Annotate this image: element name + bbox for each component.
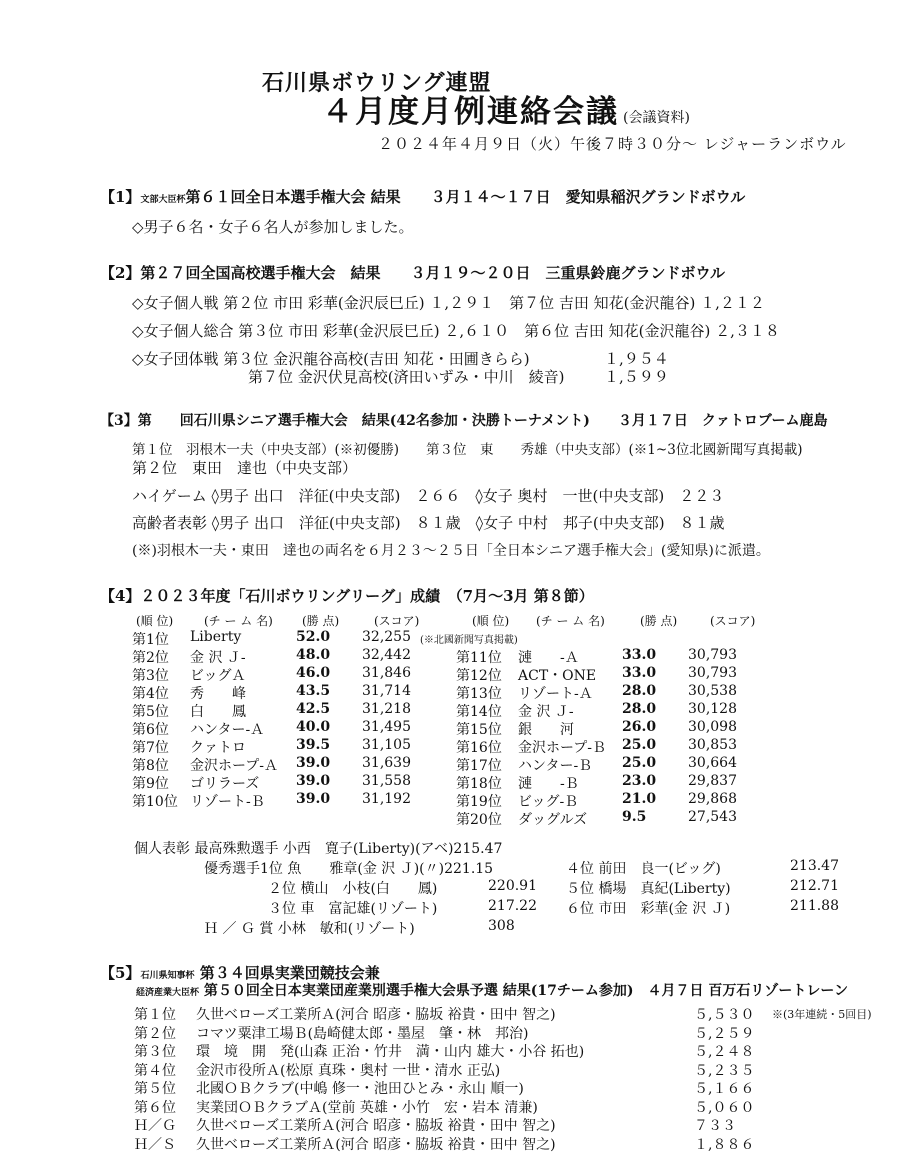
league-rank: 第20位: [456, 812, 502, 828]
league-points: 48.0: [296, 647, 331, 663]
league-team: ACT・ONE: [518, 668, 597, 684]
league-team: 金沢ホープ-Ａ: [190, 758, 279, 774]
league-points: 39.0: [296, 791, 331, 807]
result-rank: Ｈ／Ｓ: [134, 1136, 176, 1153]
league-rank: 第11位: [456, 650, 502, 666]
result-score: ７３３: [694, 1118, 736, 1134]
title-note: (会議資料): [623, 110, 690, 126]
league-team: クァトロ: [190, 740, 246, 756]
s3-line-2: 第２位 東田 達也（中央支部）: [132, 459, 358, 477]
s3-line-1: 第１位 羽根木一夫（中央支部）(※初優勝) 第３位 東 秀雄（中央支部）(※1~3位北國新聞写真掲載): [132, 442, 803, 458]
award-row-2-left-value: 220.91: [488, 878, 537, 894]
league-score: 31,218: [362, 701, 411, 717]
league-rank: 第17位: [456, 758, 502, 774]
result-team: 実業団ＯＢクラブＡ(堂前 英雄・小竹 宏・岩本 清兼): [196, 1099, 538, 1116]
league-points: 42.5: [296, 701, 331, 717]
league-team: 銀 河: [518, 722, 574, 738]
section-5-heading-2: [136, 980, 848, 1000]
league-score: 29,868: [688, 791, 737, 807]
league-rank: 第13位: [456, 686, 502, 702]
mvp-line: 個人表彰 最高殊勲選手 小西 寛子(Liberty)(アベ)215.47: [134, 841, 503, 857]
award-row-3-right: ６位 市田 彩華(金 沢 Ｊ): [566, 901, 731, 917]
league-points: 46.0: [296, 665, 331, 681]
league-points: 28.0: [622, 701, 657, 717]
s5-title-1: 第３４回県実業団競技会兼: [199, 964, 380, 982]
league-score: 31,558: [362, 773, 411, 789]
result-note: ※(3年連続・5回目): [772, 1008, 872, 1021]
section-3-heading: 【3】第 回石川県シニア選手権大会 結果(42名参加・決勝トーナメント) ３月１７日 クァトロブーム鹿島: [100, 413, 828, 429]
league-score: 30,793: [688, 665, 737, 681]
left-team-header: (チ ー ム 名): [204, 614, 273, 628]
league-points: 25.0: [622, 737, 657, 753]
result-rank: 第１位: [134, 1007, 176, 1023]
s5-title-2: 第５０回全日本実業団産業別選手権大会県予選 結果(17チーム参加) ４月７日 百万石リゾートレーン: [203, 983, 849, 999]
section-2-heading: 【2】第２７回全国高校選手権大会 結果 ３月１９～２０日 三重県鈴鹿グランドボウル: [100, 264, 725, 282]
hg-award-line: Ｈ ／ Ｇ 賞 小林 敏和(リゾート): [204, 921, 415, 937]
league-team: 金 沢 Ｊ-: [190, 650, 246, 666]
league-team: ゴリラーズ: [190, 776, 260, 792]
s2-result-2: ◇女子個人総合 第３位 市田 彩華(金沢辰巳丘) ２,６１０ 第６位 吉田 知花(金沢龍谷) ２,３１８: [132, 322, 780, 340]
award-row-1-right: ４位 前田 良一(ビッグ): [566, 861, 721, 877]
league-rank: 第16位: [456, 740, 502, 756]
s1-line: ◇男子６名・女子６名人が参加しました。: [132, 218, 414, 236]
league-points: 40.0: [296, 719, 331, 735]
league-points: 26.0: [622, 719, 657, 735]
s5-cup-2: 経済産業大臣杯: [136, 988, 200, 998]
league-score: 31,192: [362, 791, 411, 807]
meeting-date: ２０２４年４月９日（火）午後７時３０分～ レジャーランボウル: [378, 135, 847, 153]
result-score: ５,２５９: [694, 1025, 755, 1042]
hg-award-value: 308: [488, 918, 515, 934]
section-1-heading: [100, 186, 745, 207]
league-team: 漣 -Ｂ: [518, 776, 579, 792]
league-points: 25.0: [622, 755, 657, 771]
league-score: 27,543: [688, 809, 737, 825]
league-rank: 第9位: [132, 776, 169, 792]
result-score: ５,０６０: [694, 1099, 755, 1116]
league-points: 33.0: [622, 647, 657, 663]
result-team: コマツ粟津工場Ｂ(島崎健太郎・墨屋 肇・林 邦治): [196, 1025, 529, 1042]
result-score: ５,５３０: [694, 1007, 755, 1023]
left-rank-header: (順 位): [136, 614, 174, 628]
result-rank: 第３位: [134, 1044, 176, 1060]
result-score: ５,２３５: [694, 1062, 755, 1079]
s2-result-1: ◇女子個人戦 第２位 市田 彩華(金沢辰巳丘) １,２９１ 第７位 吉田 知花(金沢龍谷) １,２１２: [132, 294, 765, 312]
s2-score-3a: １,９５４: [604, 350, 669, 368]
right-score-header: (スコア): [710, 614, 756, 628]
title-text: ４月度月例連絡会議: [322, 94, 619, 130]
league-points: 39.0: [296, 755, 331, 771]
league-score: 30,128: [688, 701, 737, 717]
league-team: 白 鳳: [190, 704, 246, 720]
league-note: (※北國新聞写真掲載): [420, 635, 518, 646]
league-points: 39.5: [296, 737, 331, 753]
result-rank: 第５位: [134, 1081, 176, 1097]
result-team: 金沢市役所Ａ(松原 真珠・奥村 一世・清水 正弘): [196, 1062, 501, 1079]
league-rank: 第6位: [132, 722, 169, 738]
right-team-header: (チ ー ム 名): [536, 614, 605, 628]
league-team: ハンター-Ｂ: [518, 758, 593, 774]
league-team: リゾート-Ａ: [518, 686, 593, 702]
s1-title: 第６１回全日本選手権大会 結果 ３月１４～１７日 愛知県稲沢グランドボウル: [185, 188, 746, 206]
result-team: 環 境 開 発(山森 正治・竹井 満・山内 雄大・小谷 拓也): [196, 1044, 585, 1060]
league-score: 30,793: [688, 647, 737, 663]
award-row-1-left: 優秀選手1位 魚 雅章(金 沢 Ｊ)(〃)221.15: [204, 861, 494, 877]
section-4-heading: 【4】２０２３年度「石川ボウリングリーグ」成績 （7月～3月 第８節）: [100, 587, 594, 605]
result-rank: 第４位: [134, 1062, 176, 1079]
league-score: 31,105: [362, 737, 411, 753]
left-score-header: (スコア): [374, 614, 420, 628]
league-rank: 第3位: [132, 668, 169, 684]
league-team: ハンター-Ａ: [190, 722, 265, 738]
award-row-3-left: ３位 車 富記雄(リゾート): [268, 901, 438, 917]
s2-result-3b: 第７位 金沢伏見高校(済田いずみ・中川 綾音): [248, 368, 565, 386]
league-team: ダッグルズ: [518, 812, 588, 828]
league-score: 32,255: [362, 629, 411, 645]
result-score: １,８８６: [694, 1136, 755, 1153]
league-rank: 第2位: [132, 650, 169, 666]
league-points: 33.0: [622, 665, 657, 681]
league-points: 23.0: [622, 773, 657, 789]
award-row-2-right: ５位 橋場 真紀(Liberty): [566, 881, 731, 897]
league-points: 21.0: [622, 791, 657, 807]
award-row-3-right-value: 211.88: [790, 898, 839, 914]
result-rank: 第６位: [134, 1099, 176, 1116]
result-team: 久世ベローズ工業所Ａ(河合 昭彦・脇坂 裕貴・田中 智之): [196, 1118, 556, 1134]
award-row-1-right-value: 213.47: [790, 858, 839, 874]
league-score: 31,639: [362, 755, 411, 771]
s3-note: (※)羽根木一夫・東田 達也の両名を６月２３～２５日「全日本シニア選手権大会」(愛知県)に派遣。: [132, 543, 770, 559]
league-points: 9.5: [622, 809, 647, 825]
league-rank: 第10位: [132, 794, 178, 810]
league-score: 30,853: [688, 737, 737, 753]
league-rank: 第14位: [456, 704, 502, 720]
s1-marker: 【1】: [100, 188, 141, 206]
s5-marker: 【5】: [100, 964, 141, 982]
league-team: 金 沢 Ｊ-: [518, 704, 574, 720]
league-team: 金沢ホープ-Ｂ: [518, 740, 607, 756]
league-rank: 第19位: [456, 794, 502, 810]
result-rank: Ｈ／Ｇ: [134, 1118, 176, 1134]
league-team: リゾート-Ｂ: [190, 794, 265, 810]
league-score: 31,846: [362, 665, 411, 681]
league-rank: 第8位: [132, 758, 169, 774]
league-rank: 第7位: [132, 740, 169, 756]
league-score: 31,714: [362, 683, 411, 699]
s5-cup-1: 石川県知事杯: [140, 971, 195, 981]
right-rank-header: (順 位): [472, 614, 510, 628]
result-team: 久世ベローズ工業所Ａ(河合 昭彦・脇坂 裕貴・田中 智之): [196, 1007, 556, 1023]
result-score: ５,２４８: [694, 1044, 755, 1060]
league-rank: 第18位: [456, 776, 502, 792]
league-points: 28.0: [622, 683, 657, 699]
league-points: 52.0: [296, 629, 331, 645]
league-score: 29,837: [688, 773, 737, 789]
s3-high-game: ハイゲーム ◊男子 出口 洋征(中央支部) ２６６ ◊女子 奥村 一世(中央支部) ２２３: [132, 487, 725, 505]
page-title: [322, 86, 690, 131]
result-score: ５,１６６: [694, 1081, 755, 1097]
s3-senior-award: 高齢者表彰 ◊男子 出口 洋征(中央支部) ８１歳 ◊女子 中村 邦子(中央支部) ８１歳: [132, 514, 725, 532]
league-team: ビッグ-Ｂ: [518, 794, 579, 810]
league-score: 30,664: [688, 755, 737, 771]
award-row-3-left-value: 217.22: [488, 898, 537, 914]
league-rank: 第12位: [456, 668, 502, 684]
league-score: 30,098: [688, 719, 737, 735]
league-team: Liberty: [190, 629, 242, 645]
result-team: 久世ベローズ工業所Ａ(河合 昭彦・脇坂 裕貴・田中 智之): [196, 1136, 556, 1153]
award-row-2-left: ２位 横山 小枝(白 鳳): [268, 881, 438, 897]
s2-score-3b: １,５９９: [604, 368, 669, 386]
s2-result-3a: ◇女子団体戦 第３位 金沢龍谷高校(吉田 知花・田圃きらら): [132, 350, 530, 368]
league-points: 43.5: [296, 683, 331, 699]
org-name: 石川県ボウリング連盟: [262, 70, 492, 96]
league-score: 30,538: [688, 683, 737, 699]
league-team: 秀 峰: [190, 686, 246, 702]
league-team: 漣 -Ａ: [518, 650, 579, 666]
league-rank: 第5位: [132, 704, 169, 720]
league-rank: 第1位: [132, 632, 169, 648]
league-score: 31,495: [362, 719, 411, 735]
league-rank: 第4位: [132, 686, 169, 702]
right-points-header: (勝 点): [640, 614, 678, 628]
left-points-header: (勝 点): [302, 614, 340, 628]
result-team: 北國ＯＢクラブ(中嶋 修一・池田ひとみ・永山 順一): [196, 1081, 524, 1097]
league-rank: 第15位: [456, 722, 502, 738]
s1-cup: 文部大臣杯: [140, 195, 186, 205]
league-score: 32,442: [362, 647, 411, 663]
league-team: ビッグＡ: [190, 668, 246, 684]
award-row-2-right-value: 212.71: [790, 878, 839, 894]
result-rank: 第２位: [134, 1025, 176, 1042]
league-points: 39.0: [296, 773, 331, 789]
